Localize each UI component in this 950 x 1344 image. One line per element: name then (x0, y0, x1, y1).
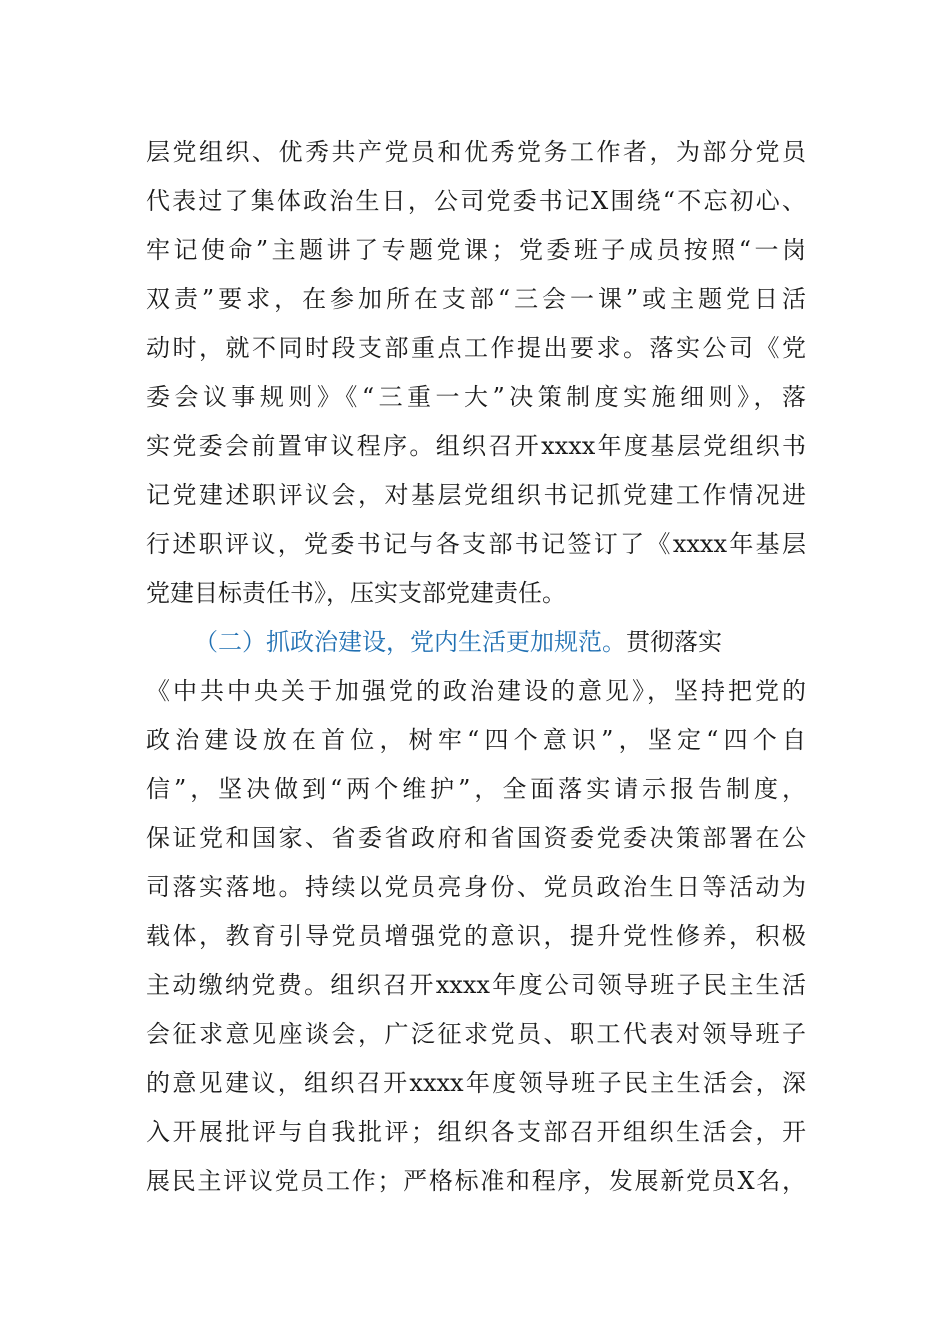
paragraph-line: 行述职评议，党委书记与各支部书记签订了《xxxx年基层 (146, 530, 806, 558)
heading-line-continuation: 贯彻落实 (626, 628, 722, 656)
paragraph-line: 会征求意见座谈会，广泛征求党员、职工代表对领导班子 (146, 1020, 806, 1048)
paragraph-line: 展民主评议党员工作；严格标准和程序，发展新党员X名， (146, 1167, 806, 1195)
paragraph-line: 牢记使命”主题讲了专题党课；党委班子成员按照“一岗 (146, 236, 806, 264)
paragraph-line: 信”，坚决做到“两个维护”，全面落实请示报告制度， (146, 775, 806, 803)
paragraph-line: 保证党和国家、省委省政府和省国资委党委决策部署在公 (146, 824, 806, 852)
paragraph-line: 的意见建议，组织召开xxxx年度领导班子民主生活会，深 (146, 1069, 806, 1097)
paragraph-line: 双责”要求，在参加所在支部“三会一课”或主题党日活 (146, 285, 806, 313)
paragraph-line: 《中共中央关于加强党的政治建设的意见》，坚持把党的 (146, 677, 806, 705)
paragraph-line: 代表过了集体政治生日，公司党委书记X围绕“不忘初心、 (146, 187, 806, 215)
paragraph-line: 记党建述职评议会，对基层党组织书记抓党建工作情况进 (146, 481, 806, 509)
paragraph-line: 司落实落地。持续以党员亮身份、党员政治生日等活动为 (146, 873, 806, 901)
section-heading-line (194, 622, 722, 662)
paragraph-line: 主动缴纳党费。组织召开xxxx年度公司领导班子民主生活 (146, 971, 806, 999)
paragraph-line: 载体，教育引导党员增强党的意识，提升党性修养，积极 (146, 922, 806, 950)
section-heading: （二）抓政治建设，党内生活更加规范。 (194, 628, 626, 656)
paragraph-line: 实党委会前置审议程序。组织召开xxxx年度基层党组织书 (146, 432, 806, 460)
paragraph-line: 政治建设放在首位，树牢“四个意识”，坚定“四个自 (146, 726, 806, 754)
paragraph-line: 入开展批评与自我批评；组织各支部召开组织生活会，开 (146, 1118, 806, 1146)
paragraph-line: 层党组织、优秀共产党员和优秀党务工作者，为部分党员 (146, 138, 806, 166)
paragraph-line: 委会议事规则》《“三重一大”决策制度实施细则》，落 (146, 383, 806, 411)
paragraph-line: 党建目标责任书》，压实支部党建责任。 (146, 579, 566, 607)
paragraph-line: 动时，就不同时段支部重点工作提出要求。落实公司《党 (146, 334, 806, 362)
